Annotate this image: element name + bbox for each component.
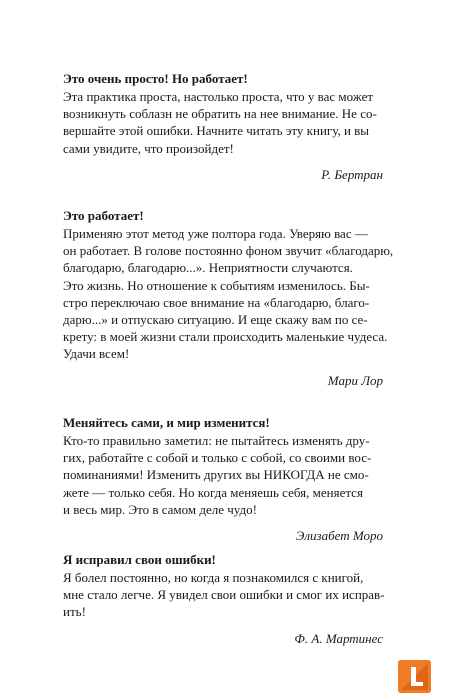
body-line: сами увидите, что произойдет! bbox=[63, 140, 234, 156]
testimonial-4 bbox=[63, 551, 383, 647]
litres-logo-icon bbox=[398, 660, 431, 693]
testimonial-title: Меняйтесь сами, и мир изменится! bbox=[63, 415, 270, 430]
litres-logo-mark bbox=[398, 660, 431, 693]
testimonial-title: Я исправил свои ошибки! bbox=[63, 552, 216, 567]
body-line: он работает. В голове постоянно фоном звучит «благодарю, bbox=[63, 243, 394, 259]
testimonial-1 bbox=[63, 70, 383, 183]
body-line: мне стало легче. Я увидел свои ошибки и смог их исправ- bbox=[63, 587, 385, 603]
body-line: Эта практика проста, настолько проста, что у вас может bbox=[63, 89, 374, 104]
body-line: гих, работайте с собой и только с собой, со своими вос- bbox=[63, 450, 372, 466]
body-line: возникнуть соблазн не обратить на нее внимание. Не со- bbox=[63, 106, 377, 122]
body-line: благодарю, благодарю...». Неприятности случаются. bbox=[63, 260, 353, 276]
body-line: Кто-то правильно заметил: не пытайтесь изменять дру- bbox=[63, 433, 370, 448]
body-line: и весь мир. Это в самом деле чудо! bbox=[63, 501, 257, 517]
testimonial-title: Это работает! bbox=[63, 208, 144, 223]
body-line: Применяю этот метод уже полтора года. Уверяю вас — bbox=[63, 226, 368, 241]
body-line: Я болел постоянно, но когда я познакомился с книгой, bbox=[63, 570, 364, 585]
testimonial-author: Ф. А. Мартинес bbox=[294, 630, 383, 646]
body-line: вершайте этой ошибки. Начните читать эту книгу, и вы bbox=[63, 123, 370, 139]
body-line: поминаниями! Изменить других вы НИКОГДА не смо- bbox=[63, 467, 369, 483]
body-line: жете — только себя. Но когда меняешь себя, меняется bbox=[63, 484, 363, 500]
body-line: стро переключаю свое внимание на «благодарю, благо- bbox=[63, 294, 370, 310]
body-line: дарю...» и отпускаю ситуацию. И еще скажу вам по се- bbox=[63, 312, 368, 328]
body-line: Удачи всем! bbox=[63, 346, 130, 362]
testimonial-body bbox=[63, 88, 383, 157]
testimonial-3 bbox=[63, 414, 383, 544]
testimonial-title: Это очень просто! Но работает! bbox=[63, 71, 248, 86]
body-line: крету: в моей жизни стали происходить маленькие чудеса. bbox=[63, 329, 388, 345]
testimonial-author: Р. Бертран bbox=[321, 166, 383, 182]
body-line: Это жизнь. Но отношение к событиям изменилось. Бы- bbox=[63, 277, 370, 293]
testimonial-author: Мари Лор bbox=[327, 372, 383, 388]
testimonial-2 bbox=[63, 207, 394, 389]
testimonial-body bbox=[63, 225, 394, 363]
body-line: ить! bbox=[63, 604, 86, 620]
testimonial-body bbox=[63, 432, 383, 518]
testimonial-author: Элизабет Моро bbox=[295, 528, 383, 544]
testimonial-body bbox=[63, 569, 383, 621]
